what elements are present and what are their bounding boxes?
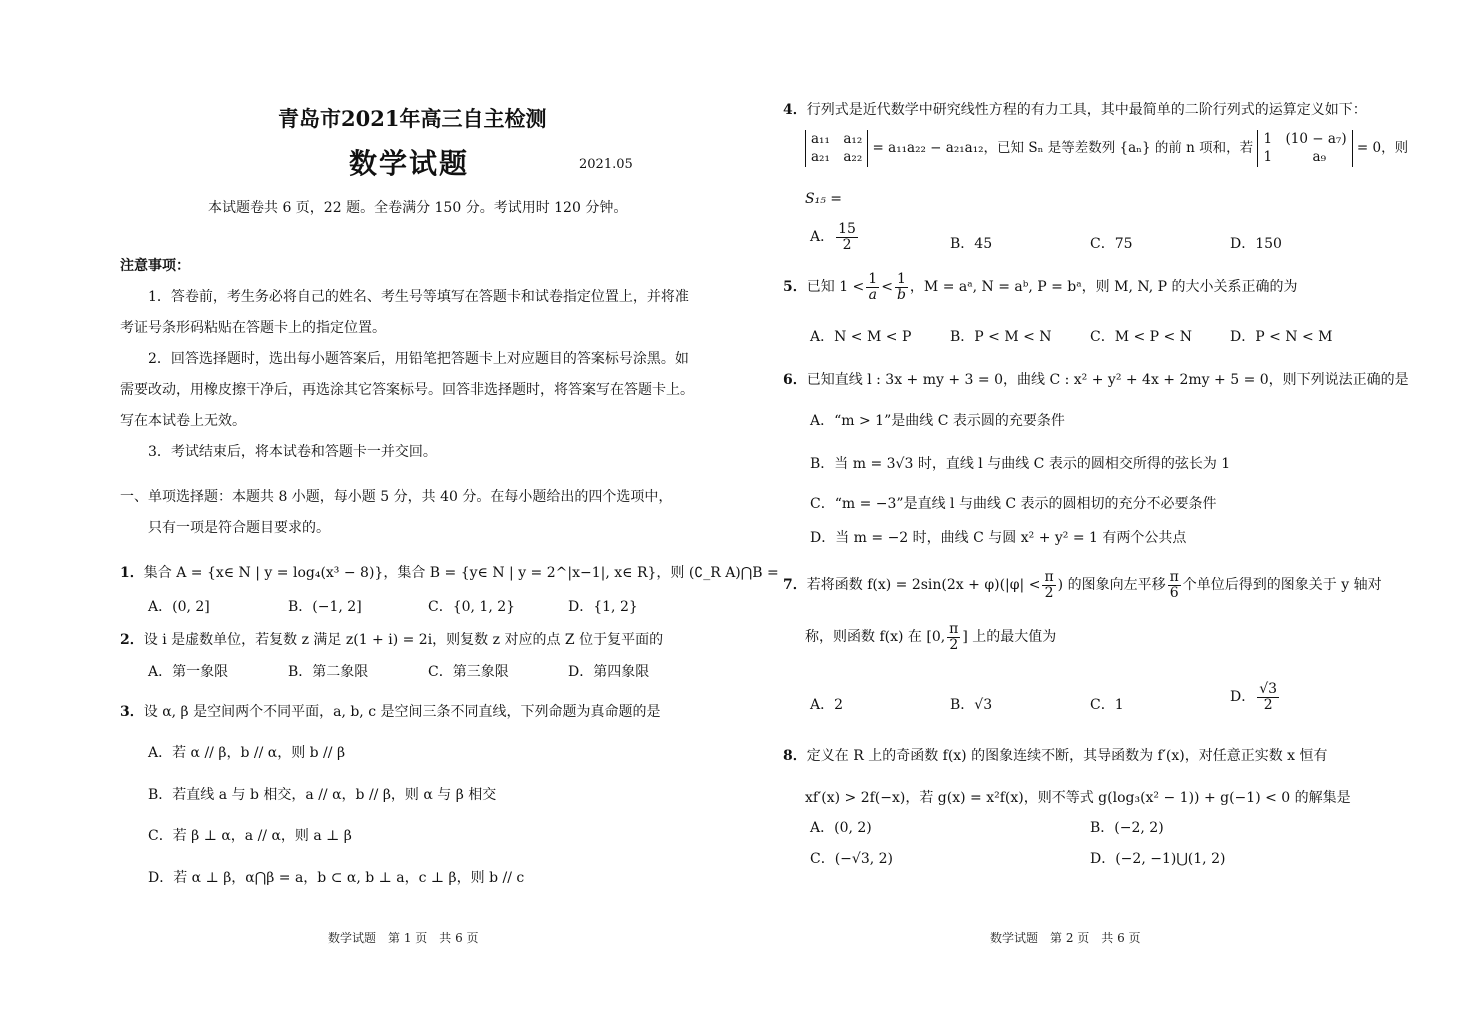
q3-option-b[interactable]: B．若直线 a 与 b 相交，a // α，b // β，则 α 与 β 相交: [148, 787, 497, 803]
q1-option-d[interactable]: D．{1, 2}: [568, 599, 638, 615]
q7-f2-num: π: [1169, 569, 1179, 585]
q3-number: 3．: [120, 704, 144, 720]
q7-fraction-1: [1042, 570, 1055, 600]
notice-2b: 需要改动，用橡皮擦干净后，再选涂其它答案标号。回答非选择题时，将答案写在答题卡上。: [120, 382, 694, 398]
q5-stem: [783, 272, 1298, 302]
section-1-heading: 一、单项选择题：本题共 8 小题，每小题 5 分，共 40 分。在每小题给出的四个选项中，: [120, 489, 673, 505]
q8-stem: [783, 745, 1328, 765]
q7-pre: 若将函数 f(x) = 2sin(2x + φ)(|φ| <: [806, 577, 1041, 594]
q2-text: 设 i 是虚数单位，若复数 z 满足 z(1 + i) = 2i，则复数 z 对应的点 Z 位于复平面的: [143, 632, 664, 648]
q8-option-b[interactable]: B．(−2, 2): [1090, 820, 1164, 836]
q7-option-b[interactable]: B．√3: [950, 697, 993, 713]
q4-option-a-label: A．: [810, 229, 835, 246]
q5-fraction-1: [866, 272, 879, 302]
q2-option-b[interactable]: B．第二象限: [288, 664, 369, 680]
q3-option-a[interactable]: A．若 α // β，b // α，则 b // β: [148, 745, 346, 761]
q6-stem: [783, 369, 1409, 389]
q7-fraction-2: [1168, 570, 1181, 600]
q2-option-d[interactable]: D．第四象限: [568, 664, 650, 680]
q7-f3-den: 2: [949, 636, 959, 653]
q5-f2-num: 1: [895, 272, 908, 288]
q6-option-a[interactable]: A．“m > 1”是曲线 C 表示圆的充要条件: [810, 413, 1065, 429]
q5-f2-den: b: [896, 286, 906, 303]
q5-f1-den: a: [868, 286, 877, 303]
q4-determinant-given: [1257, 130, 1352, 167]
q3-stem: [120, 701, 661, 721]
q4-det-row-2: a₂₁ a₂₂: [811, 148, 863, 165]
q7-option-d-fraction: [1257, 682, 1279, 712]
q4-option-a[interactable]: [810, 222, 860, 252]
q5-lt: <: [881, 279, 893, 296]
q5-option-b[interactable]: B．P < M < N: [950, 329, 1052, 345]
q4-det-row-3: 1 (10 − a₇): [1263, 131, 1347, 147]
q5-post: ，M = aᵃ, N = aᵇ, P = bᵃ，则 M, N, P 的大小关系正确的为: [909, 279, 1298, 296]
q4-determinant-def: [805, 130, 868, 167]
exam-date: 2021.05: [579, 157, 633, 172]
q4-end-text: = 0，则: [1356, 140, 1409, 157]
footer-page-1: 数学试题 第 1 页 共 6 页: [328, 931, 479, 945]
q3-option-d[interactable]: D．若 α ⊥ β，α⋂β = a，b ⊂ α, b ⊥ a，c ⊥ β，则 b // c: [148, 870, 525, 886]
q7-option-c[interactable]: C．1: [1090, 697, 1124, 713]
q2-option-c[interactable]: C．第三象限: [428, 664, 509, 680]
section-1-sub: 只有一项是符合题目要求的。: [148, 520, 330, 536]
q7-option-d-num: √3: [1259, 681, 1278, 697]
q4-option-b[interactable]: B．45: [950, 236, 993, 252]
q3-text: 设 α, β 是空间两个不同平面，a, b, c 是空间三条不同直线，下列命题为真命题的是: [143, 704, 661, 720]
q4-det-row-1: a₁₁ a₁₂: [811, 131, 863, 147]
q5-option-a[interactable]: A．N < M < P: [810, 329, 912, 345]
q3-option-c[interactable]: C．若 β ⊥ α，a // α，则 a ⊥ β: [148, 828, 352, 844]
q7-option-d[interactable]: [1230, 682, 1281, 712]
q7-f2-den: 6: [1169, 584, 1179, 601]
q2-stem: [120, 629, 663, 649]
q7-mid: ) 的图象向左平移: [1057, 577, 1166, 594]
q2-number: 2．: [120, 632, 144, 648]
exam-intro: 本试题卷共 6 页，22 题。全卷满分 150 分。考试用时 120 分钟。: [208, 200, 628, 216]
q8-number: 8．: [783, 748, 807, 764]
notice-1b: 考证号条形码粘贴在答题卡上的指定位置。: [120, 320, 386, 336]
q4-option-d[interactable]: D．150: [1230, 236, 1282, 252]
q7-f3-num: π: [949, 621, 959, 637]
q7-option-d-den: 2: [1263, 696, 1273, 713]
q6-option-b[interactable]: B．当 m = 3√3 时，直线 l 与曲线 C 表示的圆相交所得的弦长为 1: [810, 456, 1231, 472]
q8-option-a[interactable]: A．(0, 2): [810, 820, 872, 836]
q1-stem: [120, 562, 779, 582]
q1-option-a[interactable]: A．(0, 2]: [148, 599, 210, 615]
q7-f1-den: 2: [1044, 584, 1054, 601]
q8-option-c[interactable]: C．(−√3, 2): [810, 851, 894, 867]
q4-line-1: [783, 99, 1367, 119]
q8-line1: 定义在 R 上的奇函数 f(x) 的图象连续不断，其导函数为 f′(x)，对任意正实数 x 恒有: [806, 748, 1328, 764]
q4-option-a-numerator: 15: [838, 221, 856, 237]
q4-option-c[interactable]: C．75: [1090, 236, 1133, 252]
q5-option-d[interactable]: D．P < N < M: [1230, 329, 1333, 345]
q6-option-c[interactable]: C．“m = −3”是直线 l 与曲线 C 表示的圆相切的充分不必要条件: [810, 496, 1217, 512]
notice-3: 3．考试结束后，将本试卷和答题卡一并交回。: [148, 444, 437, 460]
q4-s15: S₁₅ =: [805, 191, 842, 207]
q7-number: 7．: [783, 577, 807, 594]
q6-number: 6．: [783, 372, 807, 388]
q7-option-a[interactable]: A．2: [810, 697, 844, 713]
q4-text: 行列式是近代数学中研究线性方程的有力工具，其中最简单的二阶行列式的运算定义如下：: [806, 102, 1367, 118]
footer-page-2: 数学试题 第 2 页 共 6 页: [990, 931, 1141, 945]
q7-line-2: [805, 622, 1056, 652]
q6-text: 已知直线 l : 3x + my + 3 = 0，曲线 C : x² + y² + 4x + 2my + 5 = 0，则下列说法正确的是: [806, 372, 1409, 388]
notice-heading: 注意事项：: [120, 258, 190, 274]
q7-f1-num: π: [1044, 569, 1054, 585]
q7-line2-pre: 称，则函数 f(x) 在 [0,: [805, 629, 946, 646]
q7-line2-post: ] 上的最大值为: [962, 629, 1057, 646]
q4-mid-text: = a₁₁a₂₂ − a₂₁a₁₂，已知 Sₙ 是等差数列 {aₙ} 的前 n 项和，若: [872, 140, 1254, 157]
q5-fraction-2: [895, 272, 908, 302]
exam-subtitle: 数学试题: [349, 147, 470, 180]
q5-f1-num: 1: [868, 271, 878, 287]
q1-text: 集合 A = {x∈ N | y = log₄(x³ − 8)}，集合 B = {y∈ N | y = 2^|x−1|, x∈ R}，则 (∁_R A)⋂B =: [143, 565, 779, 581]
q5-number: 5．: [783, 279, 807, 296]
q1-option-c[interactable]: C．{0, 1, 2}: [428, 599, 516, 615]
q4-line-2: [805, 130, 1408, 167]
q7-fraction-3: [947, 622, 960, 652]
q4-option-a-fraction: [836, 222, 858, 252]
q7-stem: [783, 570, 1382, 600]
q6-option-d[interactable]: D．当 m = −2 时，曲线 C 与圆 x² + y² = 1 有两个公共点: [810, 530, 1187, 546]
q5-option-c[interactable]: C．M < P < N: [1090, 329, 1192, 345]
q4-option-a-denominator: 2: [842, 236, 852, 253]
q8-line-2: xf′(x) > 2f(−x)，若 g(x) = x²f(x)，则不等式 g(log₃(x² − 1)) + g(−1) < 0 的解集是: [805, 790, 1351, 806]
q1-number: 1．: [120, 565, 144, 581]
right-page: [737, 0, 1475, 1021]
q4-number: 4．: [783, 102, 807, 118]
q5-pre: 已知 1 <: [806, 279, 865, 296]
q7-option-d-label: D．: [1230, 689, 1256, 706]
q8-option-d[interactable]: D．(−2, −1)⋃(1, 2): [1090, 851, 1226, 867]
q2-option-a[interactable]: A．第一象限: [148, 664, 229, 680]
exam-title: 青岛市2021年高三自主检测: [278, 106, 547, 131]
q1-option-b[interactable]: B．(−1, 2]: [288, 599, 362, 615]
notice-2c: 写在本试卷上无效。: [120, 413, 246, 429]
notice-1a: 1．答卷前，考生务必将自己的姓名、考生号等填写在答题卡和试卷指定位置上，并将准: [148, 289, 689, 305]
q7-post: 个单位后得到的图象关于 y 轴对: [1182, 577, 1382, 594]
q4-det-row-4: 1 a₉: [1263, 148, 1326, 165]
notice-2a: 2．回答选择题时，选出每小题答案后，用铅笔把答题卡上对应题目的答案标号涂黑。如: [148, 351, 689, 367]
